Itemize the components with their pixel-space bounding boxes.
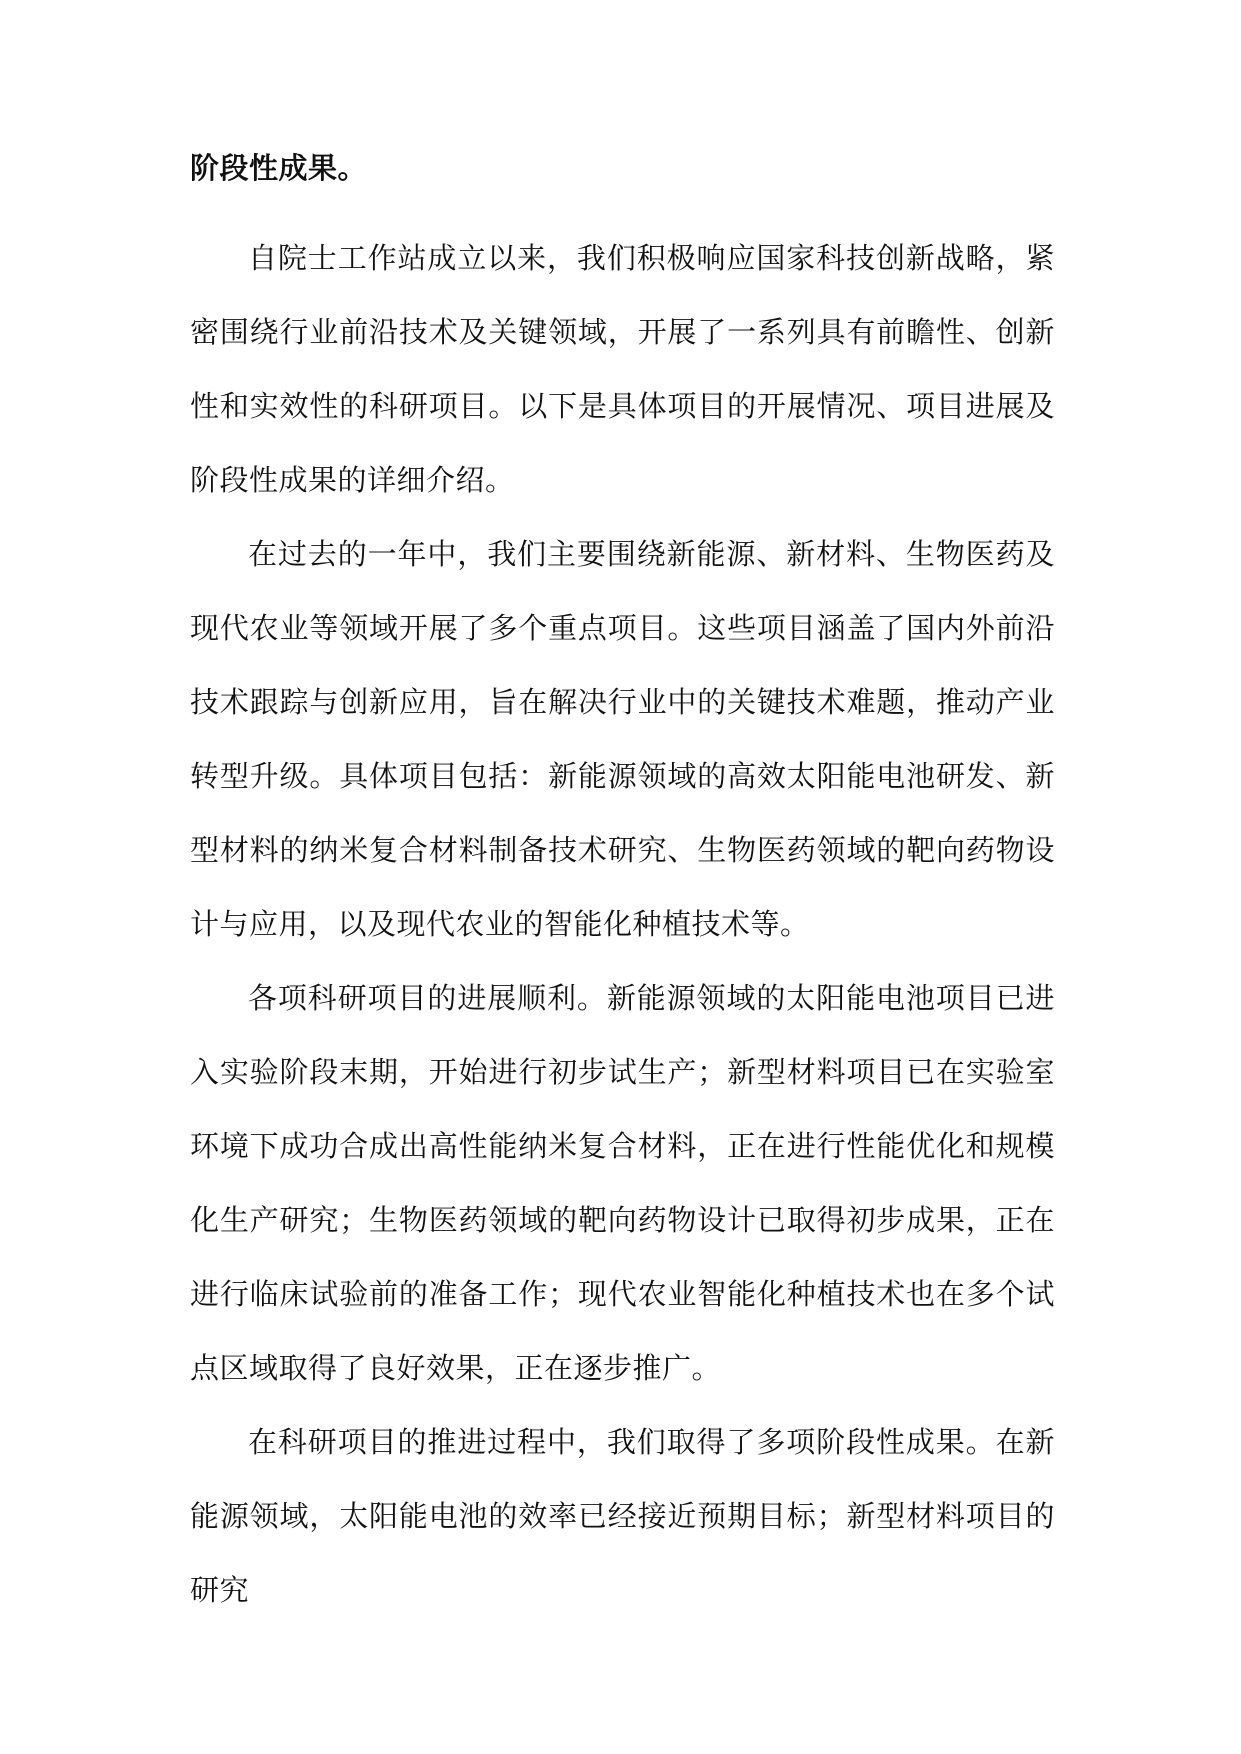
paragraph-progress: 各项科研项目的进展顺利。新能源领域的太阳能电池项目已进入实验阶段末期，开始进行初步试生产；新型材料项目已在实验室环境下成功合成出高性能纳米复合材料，正在进行性能优化和规模化生产研究；生物医药领域的靶向药物设计已取得初步成果，正在进行临床试验前的准备工作；现代农业智能化种植技术也在多个试点区域取得了良好效果，正在逐步推广。 — [190, 981, 1055, 1385]
document-body — [190, 148, 1055, 1627]
paragraph-results: 在科研项目的推进过程中，我们取得了多项阶段性成果。在新能源领域，太阳能电池的效率已经接近预期目标；新型材料项目的研究 — [190, 1425, 1055, 1607]
paragraph-overview: 自院士工作站成立以来，我们积极响应国家科技创新战略，紧密围绕行业前沿技术及关键领域，开展了一系列具有前瞻性、创新性和实效性的科研项目。以下是具体项目的开展情况、项目进展及阶段性成果的详细介绍。 — [190, 241, 1055, 497]
paragraph-projects: 在过去的一年中，我们主要围绕新能源、新材料、生物医药及现代农业等领域开展了多个重点项目。这些项目涵盖了国内外前沿技术跟踪与创新应用，旨在解决行业中的关键技术难题，推动产业转型升级。具体项目包括：新能源领域的高效太阳能电池研发、新型材料的纳米复合材料制备技术研究、生物医药领域的靶向药物设计与应用，以及现代农业的智能化种植技术等。 — [190, 537, 1055, 941]
section-heading: 阶段性成果。 — [190, 151, 368, 185]
